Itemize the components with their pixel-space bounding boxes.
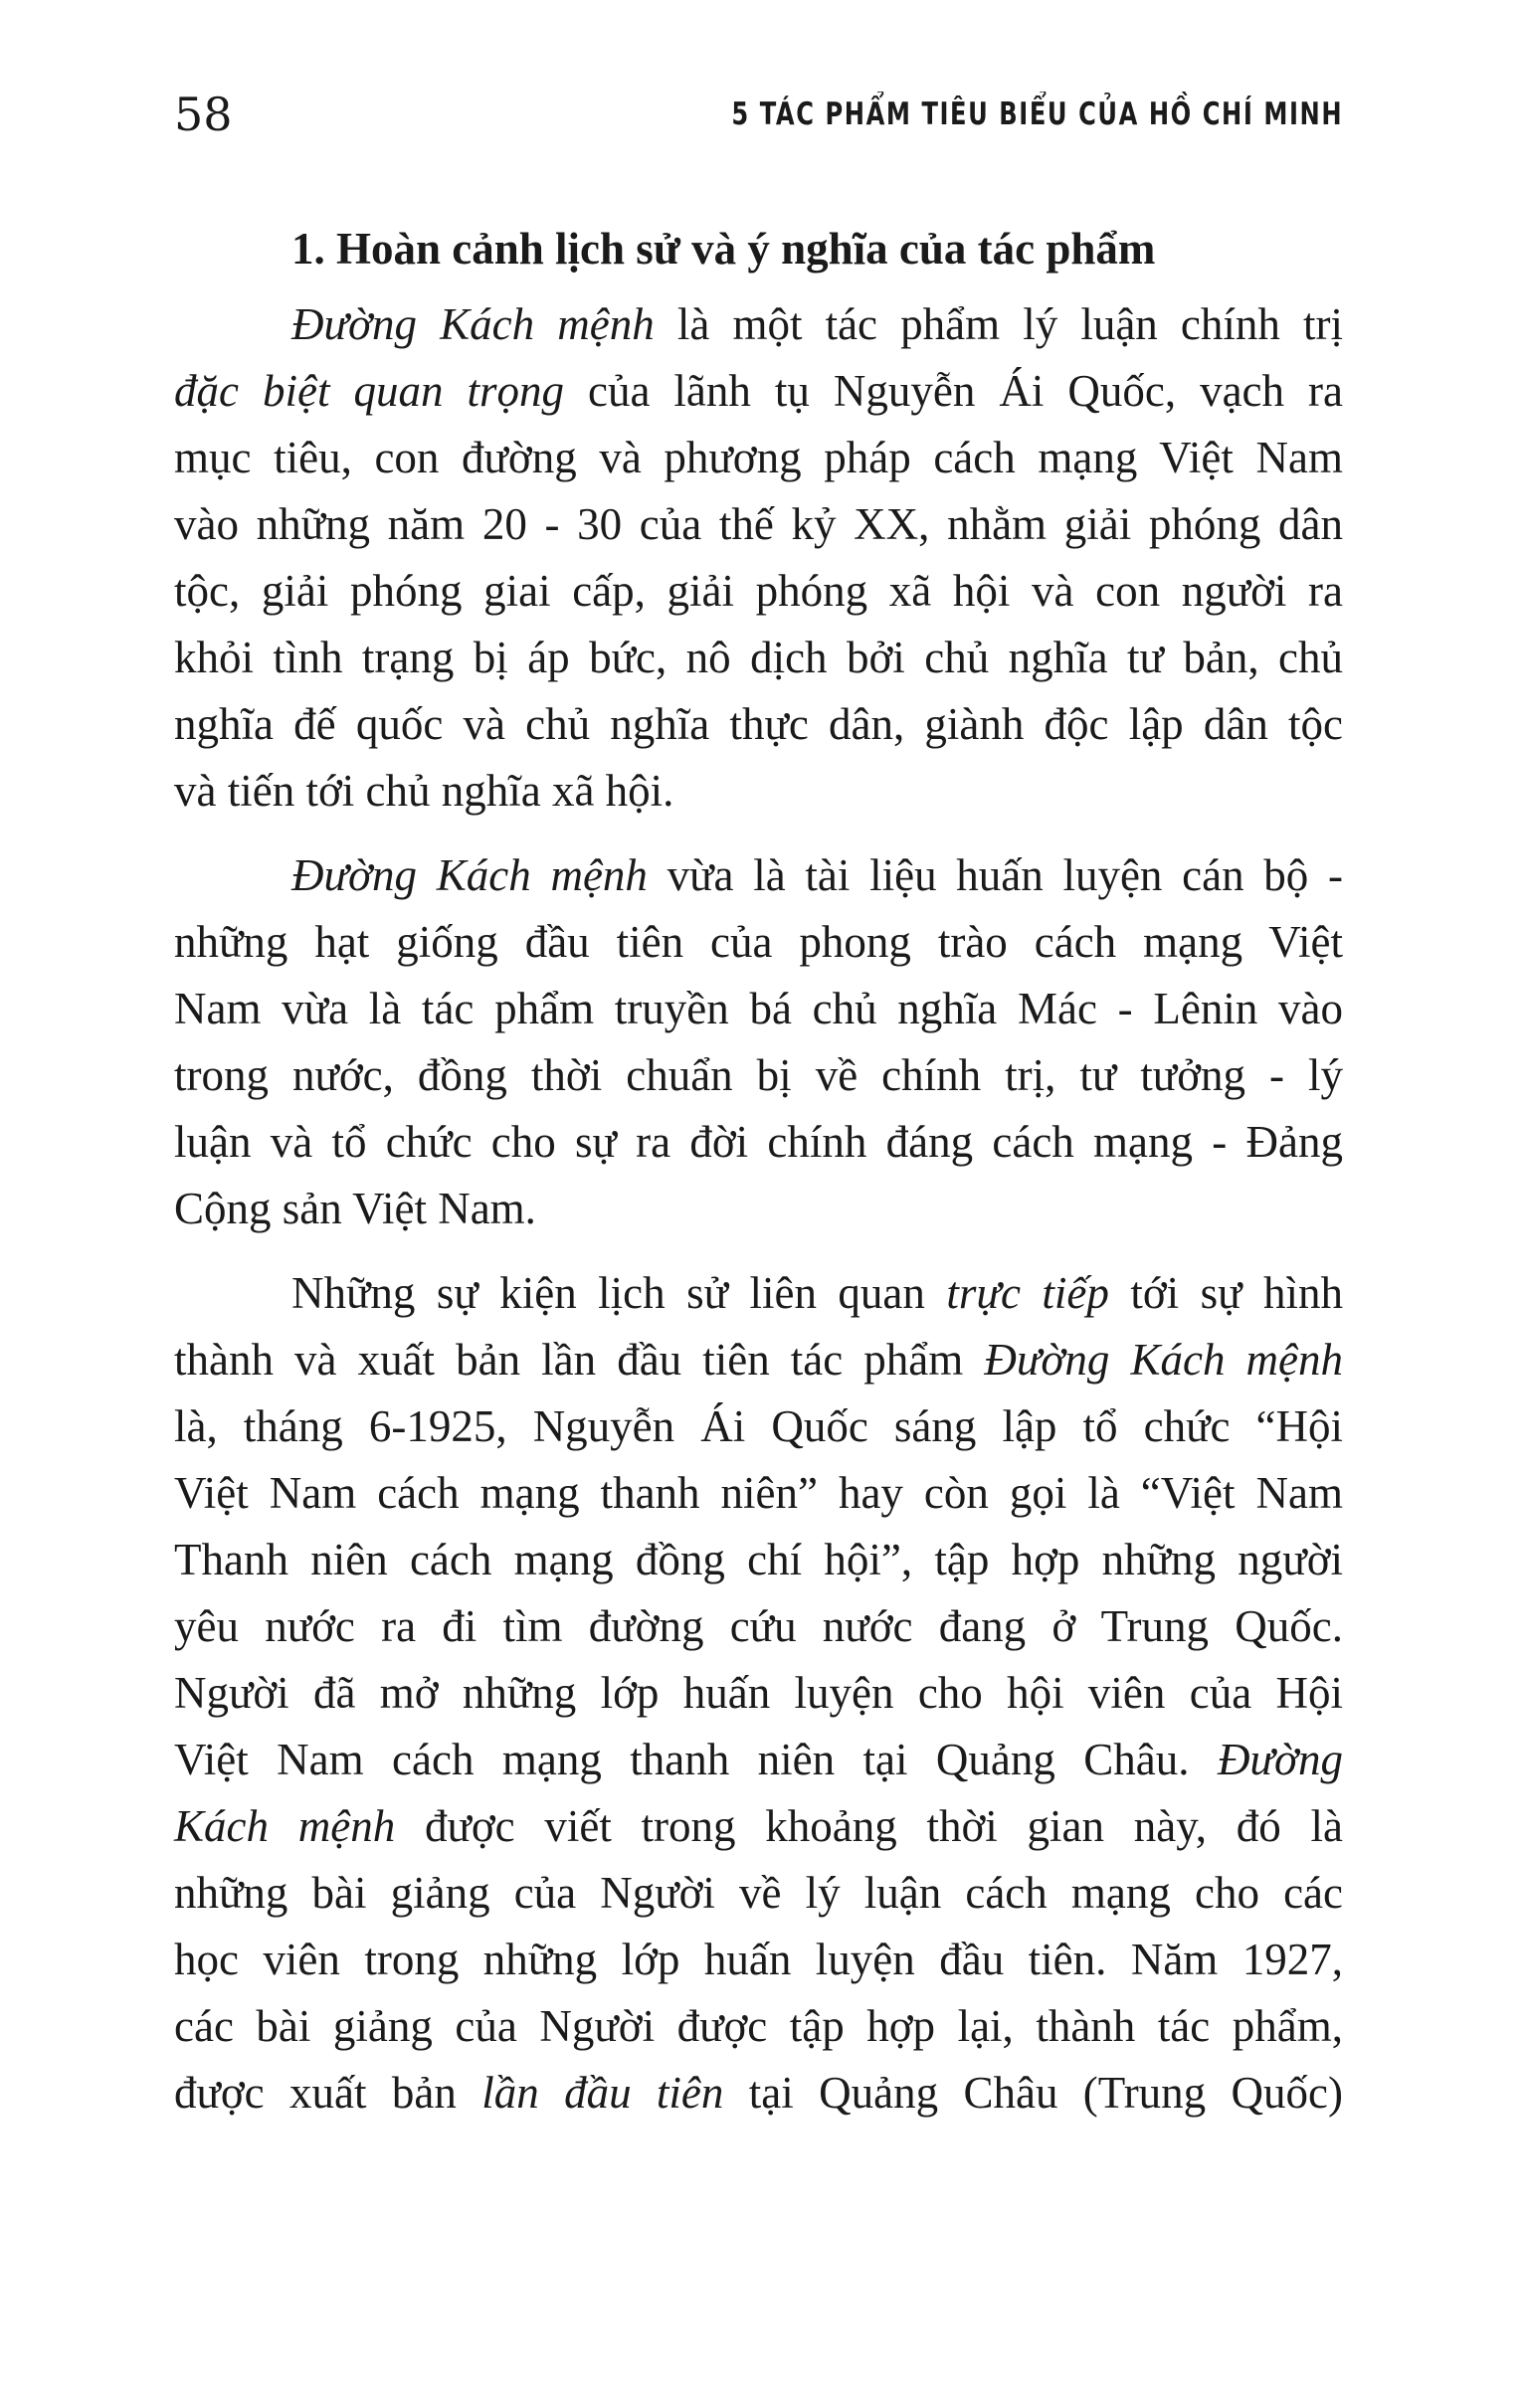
text-run: được xuất bản [174, 2068, 482, 2118]
page-number: 58 [174, 88, 233, 141]
text-run: tộc, giải phóng giai cấp, giải phóng xã hội và con người ra [174, 566, 1343, 616]
paragraph [174, 1260, 1343, 2127]
text-line [174, 358, 1343, 425]
text-line [174, 1660, 1343, 1727]
text-run: những hạt giống đầu tiên của phong trào cách mạng Việt [174, 917, 1343, 967]
text-line [174, 1993, 1343, 2060]
text-line [174, 1593, 1343, 1660]
text-line [174, 758, 1343, 825]
text-run: tại Quảng Châu (Trung Quốc) [723, 2068, 1344, 2118]
text-run: vừa là tài liệu huấn luyện cán bộ - [647, 850, 1343, 900]
text-run: Cộng sản Việt Nam. [174, 1184, 536, 1233]
text-run: yêu nước ra đi tìm đường cứu nước đang ở Trung Quốc. [174, 1601, 1343, 1651]
text-run: Người đã mở những lớp huấn luyện cho hội viên của Hội [174, 1668, 1343, 1718]
text-line [174, 1327, 1343, 1393]
italic-text: Đường [1217, 1735, 1343, 1784]
text-line [174, 909, 1343, 976]
text-line [174, 842, 1343, 909]
paragraph [174, 291, 1343, 825]
italic-text: Đường Kách mệnh [291, 299, 655, 349]
italic-text: đặc biệt quan trọng [174, 366, 564, 416]
text-run: trong nước, đồng thời chuẩn bị về chính trị, tư tưởng - lý [174, 1050, 1343, 1100]
text-line [174, 425, 1343, 491]
text-line [174, 625, 1343, 691]
text-run: những bài giảng của Người về lý luận cách mạng cho các [174, 1868, 1343, 1918]
text-line [174, 1793, 1343, 1860]
text-line [174, 291, 1343, 358]
text-run: Nam vừa là tác phẩm truyền bá chủ nghĩa Mác - Lênin vào [174, 984, 1343, 1033]
italic-text: Kách mệnh [174, 1801, 396, 1851]
text-run: vào những năm 20 - 30 của thế kỷ XX, nhằm giải phóng dân [174, 499, 1343, 549]
text-run: nghĩa đế quốc và chủ nghĩa thực dân, giành độc lập dân tộc [174, 699, 1343, 749]
text-line [174, 1176, 1343, 1242]
paragraph [174, 842, 1343, 1242]
text-run: Việt Nam cách mạng thanh niên tại Quảng Châu. [174, 1735, 1218, 1784]
italic-text: Đường Kách mệnh [291, 850, 648, 900]
page-header [174, 85, 1343, 154]
text-run: và tiến tới chủ nghĩa xã hội. [174, 766, 674, 816]
text-line [174, 691, 1343, 758]
text-run: luận và tổ chức cho sự ra đời chính đáng cách mạng - Đảng [174, 1117, 1343, 1167]
text-line [174, 1393, 1343, 1460]
text-line [174, 1927, 1343, 1993]
running-title: 5 TÁC PHẨM TIÊU BIỂU CỦA HỒ CHÍ MINH [731, 96, 1343, 132]
text-line [174, 491, 1343, 558]
text-run: mục tiêu, con đường và phương pháp cách mạng Việt Nam [174, 433, 1343, 482]
text-line [174, 1109, 1343, 1176]
text-line [174, 1460, 1343, 1527]
section-heading: 1. Hoàn cảnh lịch sử và ý nghĩa của tác phẩm [291, 224, 1156, 274]
text-run: Thanh niên cách mạng đồng chí hội”, tập hợp những người [174, 1535, 1343, 1584]
text-run: khỏi tình trạng bị áp bức, nô dịch bởi chủ nghĩa tư bản, chủ [174, 633, 1343, 682]
text-line [174, 1860, 1343, 1927]
page-body [174, 214, 1343, 2144]
italic-text: lần đầu tiên [481, 2068, 724, 2118]
text-line [174, 1727, 1343, 1793]
italic-text: trực tiếp [946, 1268, 1109, 1318]
text-line [174, 1527, 1343, 1593]
text-run: thành và xuất bản lần đầu tiên tác phẩm [174, 1335, 985, 1385]
text-run: các bài giảng của Người được tập hợp lại, thành tác phẩm, [174, 2001, 1343, 2051]
text-line [174, 2060, 1343, 2127]
text-run: là một tác phẩm lý luận chính trị [654, 299, 1343, 349]
text-run: Những sự kiện lịch sử liên quan [291, 1268, 947, 1318]
italic-text: Đường Kách mệnh [984, 1335, 1344, 1385]
text-line [174, 558, 1343, 625]
paragraphs [174, 291, 1343, 2127]
text-line [174, 1042, 1343, 1109]
text-run: là, tháng 6-1925, Nguyễn Ái Quốc sáng lập tổ chức “Hội [174, 1401, 1343, 1451]
text-run: của lãnh tụ Nguyễn Ái Quốc, vạch ra [563, 366, 1343, 416]
text-run: học viên trong những lớp huấn luyện đầu tiên. Năm 1927, [174, 1935, 1343, 1984]
text-run: được viết trong khoảng thời gian này, đó là [395, 1801, 1343, 1851]
text-run: Việt Nam cách mạng thanh niên” hay còn gọi là “Việt Nam [174, 1468, 1343, 1518]
text-run: tới sự hình [1108, 1268, 1343, 1318]
text-line [174, 976, 1343, 1042]
text-line [174, 1260, 1343, 1327]
